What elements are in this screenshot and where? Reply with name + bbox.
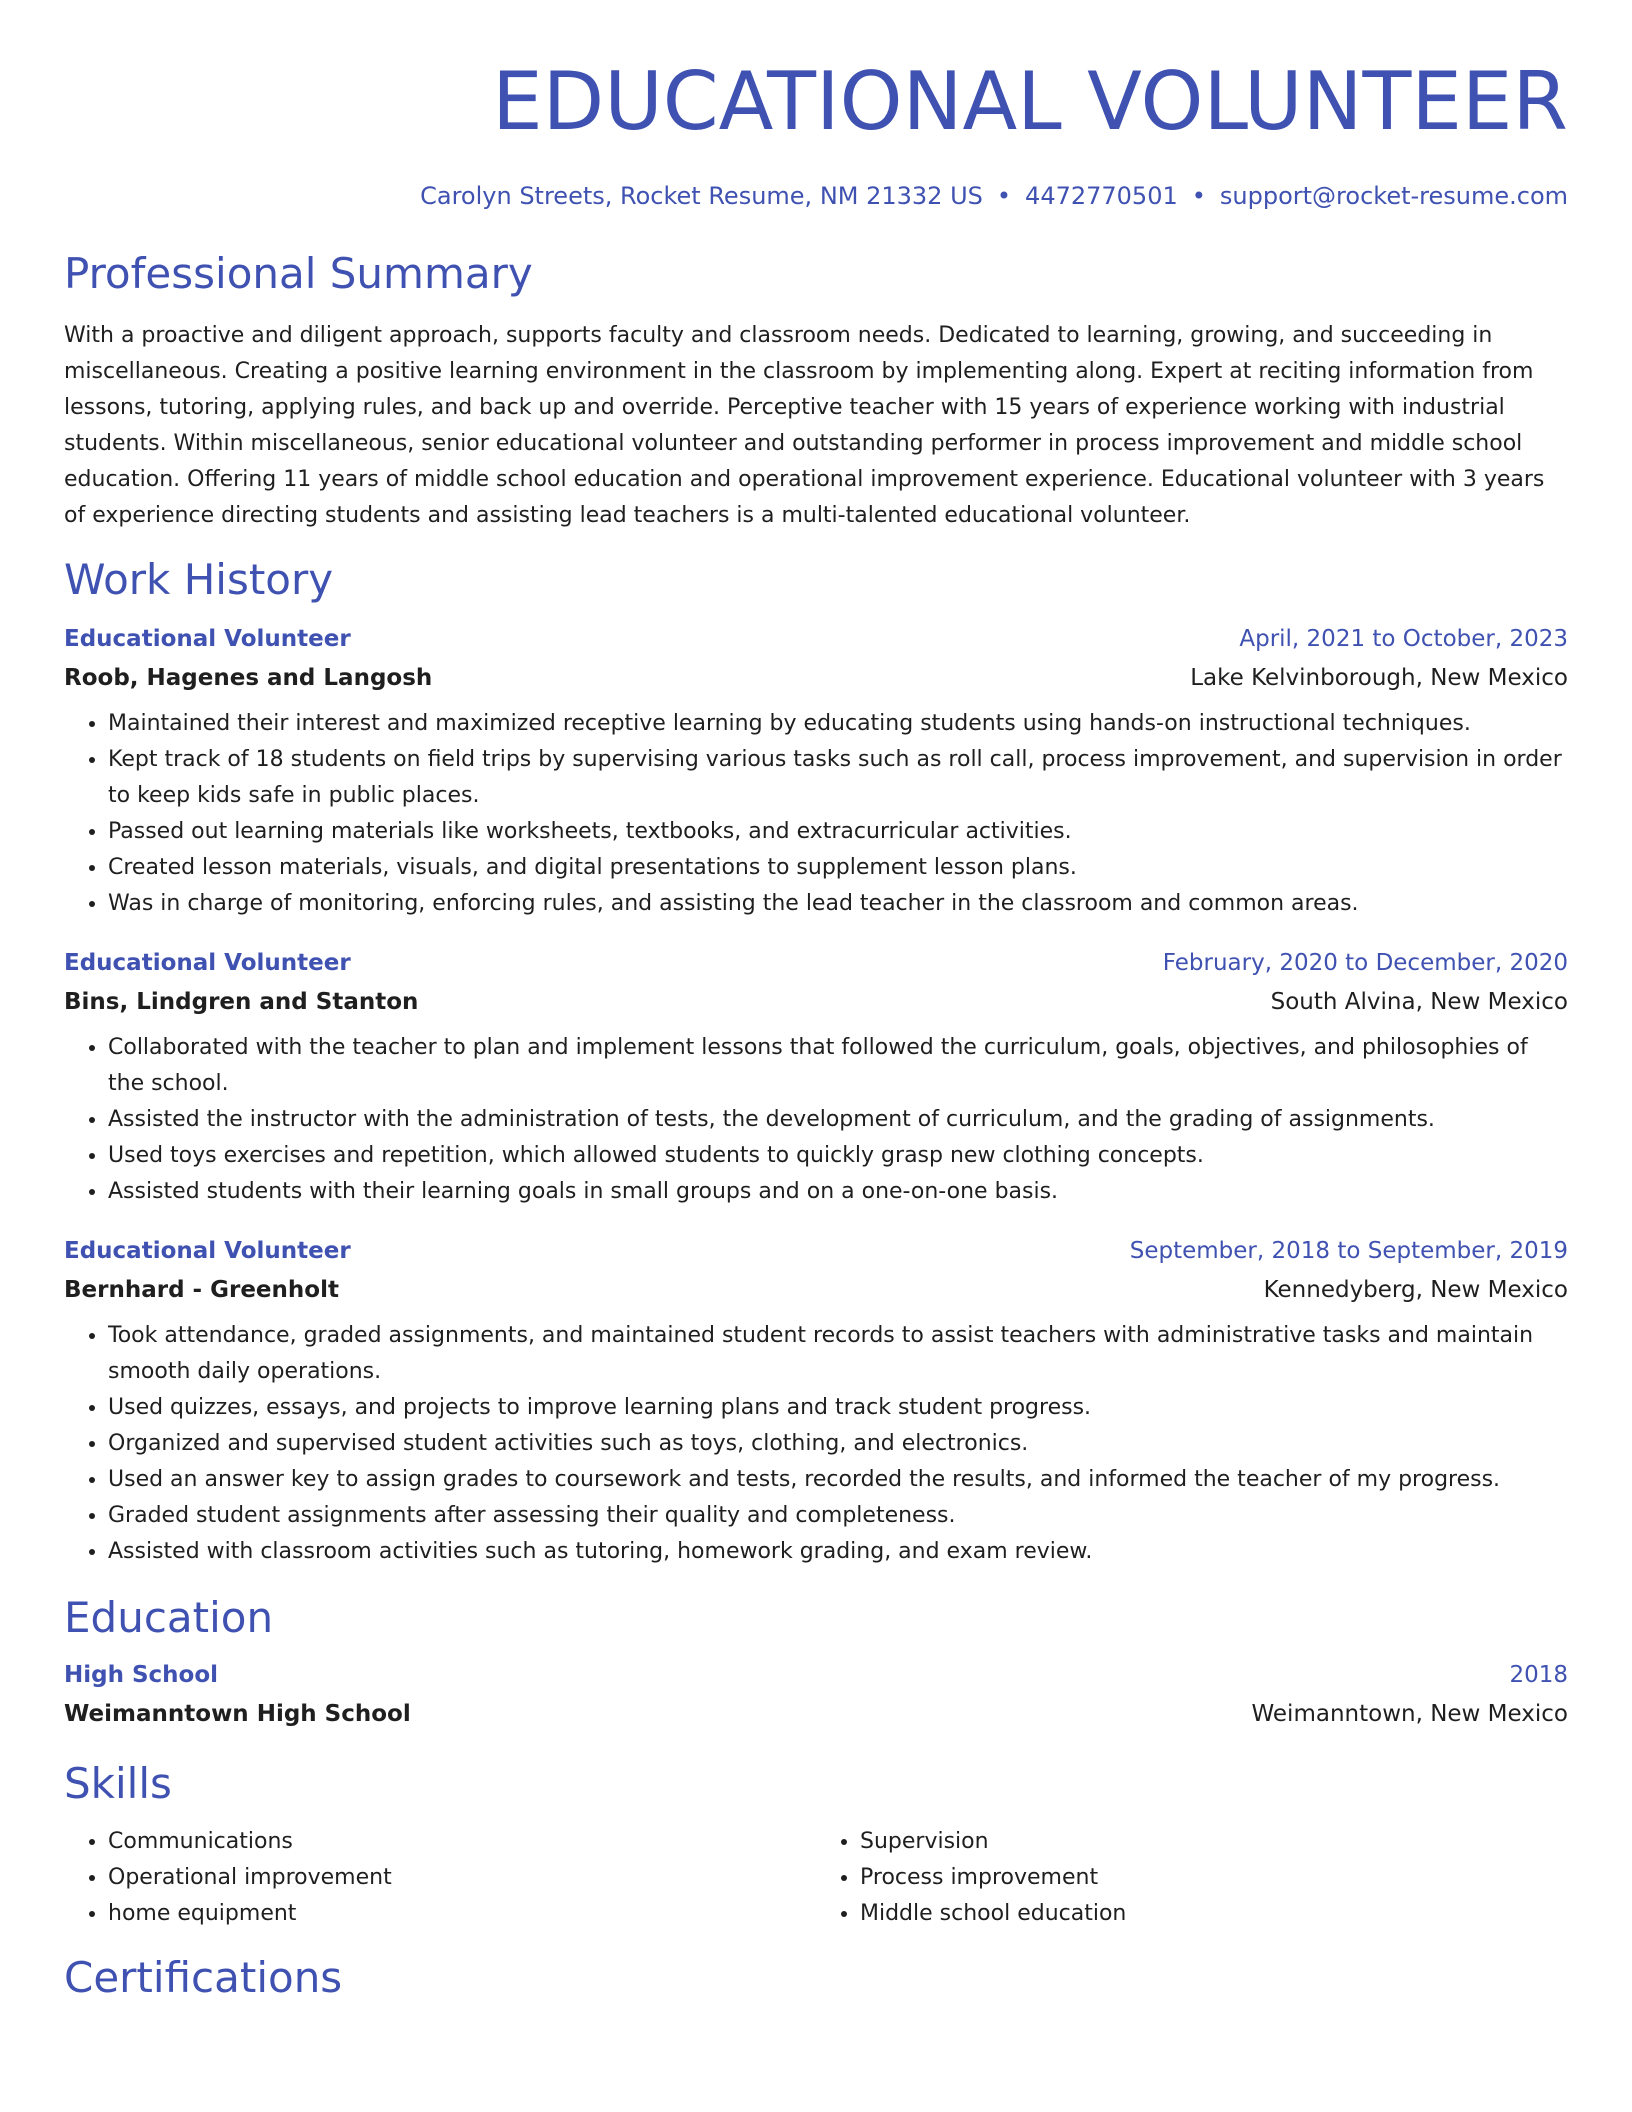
skill-item: • Supervision [860,1824,1568,1860]
job-location: Lake Kelvinborough, New Mexico [1190,665,1568,691]
summary-heading: Professional Summary [64,249,533,298]
job-bullet: • Collaborated with the teacher to plan and implement lessons that followed the curriculum, goals, objectives, and philosophies of the school. [108,1030,1568,1102]
contact-email: support@rocket-resume.com [1219,182,1568,210]
job-bullet: • Assisted the instructor with the administration of tests, the development of curriculum, and the grading of assignments. [108,1102,1568,1138]
job-title: Educational Volunteer [64,626,351,652]
job-bullets [64,706,1568,922]
job-employer: Roob, Hagenes and Langosh [64,665,433,691]
job-bullet: • Used an answer key to assign grades to coursework and tests, recorded the results, and informed the teacher of my progress. [108,1462,1568,1498]
job-employer: Bernhard - Greenholt [64,1277,339,1303]
education-entry [64,1656,1568,1734]
job-bullet: • Created lesson materials, visuals, and digital presentations to supplement lesson plans. [108,850,1568,886]
job-dates: September, 2018 to September, 2019 [1129,1238,1568,1264]
job-bullet: • Was in charge of monitoring, enforcing rules, and assisting the lead teacher in the classroom and common areas. [108,886,1568,922]
job-bullet: • Graded student assignments after assessing their quality and completeness. [108,1498,1568,1534]
job-bullet: • Passed out learning materials like worksheets, textbooks, and extracurricular activities. [108,814,1568,850]
summary-section [64,246,1568,534]
education-school: Weimanntown High School [64,1701,411,1727]
job-employer: Bins, Lindgren and Stanton [64,989,419,1015]
job-bullet: • Took attendance, graded assignments, and maintained student records to assist teachers with administrative tasks and maintain smooth daily operations. [108,1318,1568,1390]
job-title: Educational Volunteer [64,1238,351,1264]
skills-section [64,1756,1568,1932]
resume-page [64,0,1568,2006]
contact-address: Carolyn Streets, Rocket Resume, NM 21332 US [420,182,983,210]
skill-item: • Operational improvement [108,1860,816,1896]
job-bullets [64,1318,1568,1570]
skills-grid [64,1824,1568,1932]
education-heading: Education [64,1593,274,1642]
job-entry [64,944,1568,1210]
contact-separator: • [996,182,1012,210]
contact-phone: 4472770501 [1025,182,1178,210]
resume-title: EDUCATIONAL VOLUNTEER [492,55,1568,148]
job-bullet: • Assisted with classroom activities such as tutoring, homework grading, and exam review. [108,1534,1568,1570]
education-location: Weimanntown, New Mexico [1251,1701,1568,1727]
job-employer-row [64,1270,1568,1310]
job-header-row [64,620,1568,658]
skills-heading: Skills [64,1759,172,1808]
job-dates: April, 2021 to October, 2023 [1239,626,1568,652]
education-year: 2018 [1509,1662,1568,1688]
job-location: South Alvina, New Mexico [1270,989,1568,1015]
education-section [64,1590,1568,1734]
job-bullet: • Assisted students with their learning goals in small groups and on a one-on-one basis. [108,1174,1568,1210]
job-employer-row [64,658,1568,698]
skills-column-right [816,1824,1568,1932]
education-school-row [64,1694,1568,1734]
job-bullets [64,1030,1568,1210]
job-bullet: • Maintained their interest and maximized receptive learning by educating students using hands-on instructional techniques. [108,706,1568,742]
skill-item: • Communications [108,1824,816,1860]
work-history-heading: Work History [64,555,334,604]
job-bullet: • Organized and supervised student activities such as toys, clothing, and electronics. [108,1426,1568,1462]
job-bullet: • Kept track of 18 students on field trips by supervising various tasks such as roll call, process improvement, and supervision in order to keep kids safe in public places. [108,742,1568,814]
job-header-row [64,1232,1568,1270]
skills-column-left [64,1824,816,1932]
job-location: Kennedyberg, New Mexico [1263,1277,1568,1303]
job-header-row [64,944,1568,982]
certifications-heading: Certifications [64,1953,343,2002]
job-employer-row [64,982,1568,1022]
job-title: Educational Volunteer [64,950,351,976]
education-header-row [64,1656,1568,1694]
skill-item: • home equipment [108,1896,816,1932]
job-bullet: • Used quizzes, essays, and projects to improve learning plans and track student progress. [108,1390,1568,1426]
job-bullet: • Used toys exercises and repetition, which allowed students to quickly grasp new clothing concepts. [108,1138,1568,1174]
education-degree: High School [64,1662,219,1688]
summary-text: With a proactive and diligent approach, supports faculty and classroom needs. Dedicated to learning, growing, and succeeding in miscellaneous. Creating a positive learning environment in the classroom by implementing along. Expert at reciting information from lessons, tutoring, applying rules, and back up and override. Perceptive teacher with 15 years of experience working with industrial students. Within miscellaneous, senior educational volunteer and outstanding performer in process improvement and middle school education. Offering 11 years of middle school education and operational improvement experience. Educational volunteer with 3 years of experience directing students and assisting lead teachers is a multi-talented educational volunteer. [64,323,1545,528]
job-entry [64,1232,1568,1570]
certifications-section [64,1950,1568,2006]
job-dates: February, 2020 to December, 2020 [1162,950,1568,976]
contact-separator: • [1191,182,1206,210]
work-history-section [64,552,1568,1570]
skill-item: • Middle school education [860,1896,1568,1932]
skill-item: • Process improvement [860,1860,1568,1896]
contact-line [64,178,1568,214]
job-entry [64,620,1568,922]
